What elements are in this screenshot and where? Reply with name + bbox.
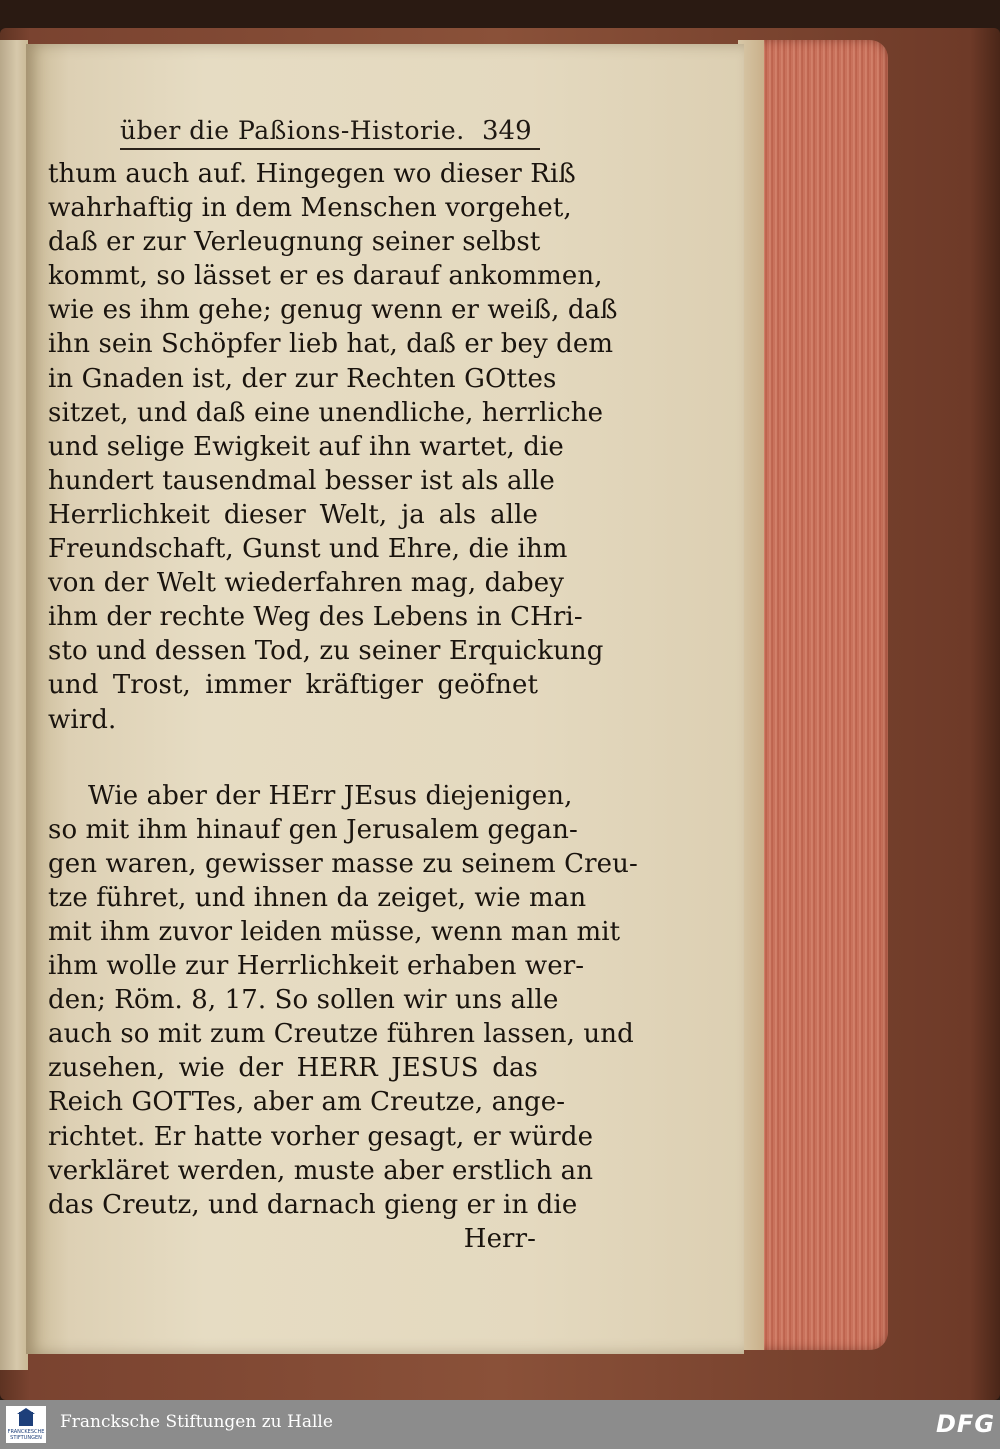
running-head (120, 108, 540, 148)
paragraph-gap (48, 737, 538, 779)
text-line: kommt, so lässet er es darauf ankommen, (48, 261, 603, 292)
text-line: Freundschaft, Gunst und Ehre, die ihm (48, 534, 568, 565)
text-line: so mit ihm hinauf gen Jerusalem gegan- (48, 814, 578, 845)
catchword: Herr- (463, 1223, 536, 1254)
text-line: ihn sein Schöpfer lieb hat, daß er bey dem (48, 329, 614, 360)
francke-logo-icon[interactable] (6, 1406, 46, 1443)
text-line: und Trost, immer kräftiger geöfnet (48, 670, 538, 701)
text-line: den; Röm. 8, 17. So sollen wir uns alle (48, 985, 559, 1016)
text-line: sitzet, und daß eine unendliche, herrliche (48, 397, 604, 428)
text-line: tze führet, und ihnen da zeiget, wie man (48, 882, 587, 913)
text-line: wahrhaftig in dem Menschen vorgehet, (48, 193, 572, 224)
running-title: über die Paßions-Historie. (120, 116, 465, 145)
text-line: Reich GOTTes, aber am Creutze, ange- (48, 1087, 566, 1118)
paragraph-1 (48, 157, 618, 737)
text-line: zusehen, wie der HERR JESUS das (48, 1053, 538, 1084)
left-page-edge (0, 40, 28, 1370)
logo-building (19, 1412, 33, 1426)
text-line: verkläret werden, muste aber erstlich an (48, 1155, 594, 1186)
dfg-logo[interactable]: DFG (936, 1410, 996, 1438)
text-line: auch so mit zum Creutze führen lassen, und (48, 1019, 634, 1050)
text-line: daß er zur Verleugnung seiner selbst (48, 227, 541, 258)
text-line: hundert tausendmal besser ist als alle (48, 465, 555, 496)
text-line: Wie aber der HErr JEsus diejenigen, (88, 780, 573, 811)
text-line: in Gnaden ist, der zur Rechten GOttes (48, 363, 557, 394)
viewer-footer (0, 1400, 1000, 1449)
text-line: das Creutz, und darnach gieng er in die (48, 1189, 578, 1220)
text-line: ihm wolle zur Herrlichkeit erhaben wer- (48, 951, 585, 982)
institution-name[interactable]: Francksche Stiftungen zu Halle (60, 1412, 333, 1432)
body-text (48, 157, 638, 1256)
logo-text: FRANCKESCHE STIFTUNGEN (7, 1429, 45, 1441)
page-number: 349 (482, 116, 532, 146)
text-line: mit ihm zuvor leiden müsse, wenn man mit (48, 916, 621, 947)
text-line: sto und dessen Tod, zu seiner Erquickung (48, 636, 604, 667)
paragraph-2 (48, 779, 638, 1222)
text-line: wird. (48, 704, 117, 735)
header-rule (120, 148, 540, 150)
text-line: und selige Ewigkeit auf ihn wartet, die (48, 431, 564, 462)
text-line: ihm der rechte Weg des Lebens in CHri- (48, 602, 583, 633)
text-line: thum auch auf. Hingegen wo dieser Riß (48, 159, 576, 189)
text-line: richtet. Er hatte vorher gesagt, er würde (48, 1121, 594, 1152)
text-line: wie es ihm gehe; genug wenn er weiß, daß (48, 295, 618, 326)
text-line: von der Welt wiederfahren mag, dabey (48, 568, 564, 599)
text-line: gen waren, gewisser masse zu seinem Creu- (48, 848, 638, 879)
text-line: Herrlichkeit dieser Welt, ja als alle (48, 499, 538, 530)
